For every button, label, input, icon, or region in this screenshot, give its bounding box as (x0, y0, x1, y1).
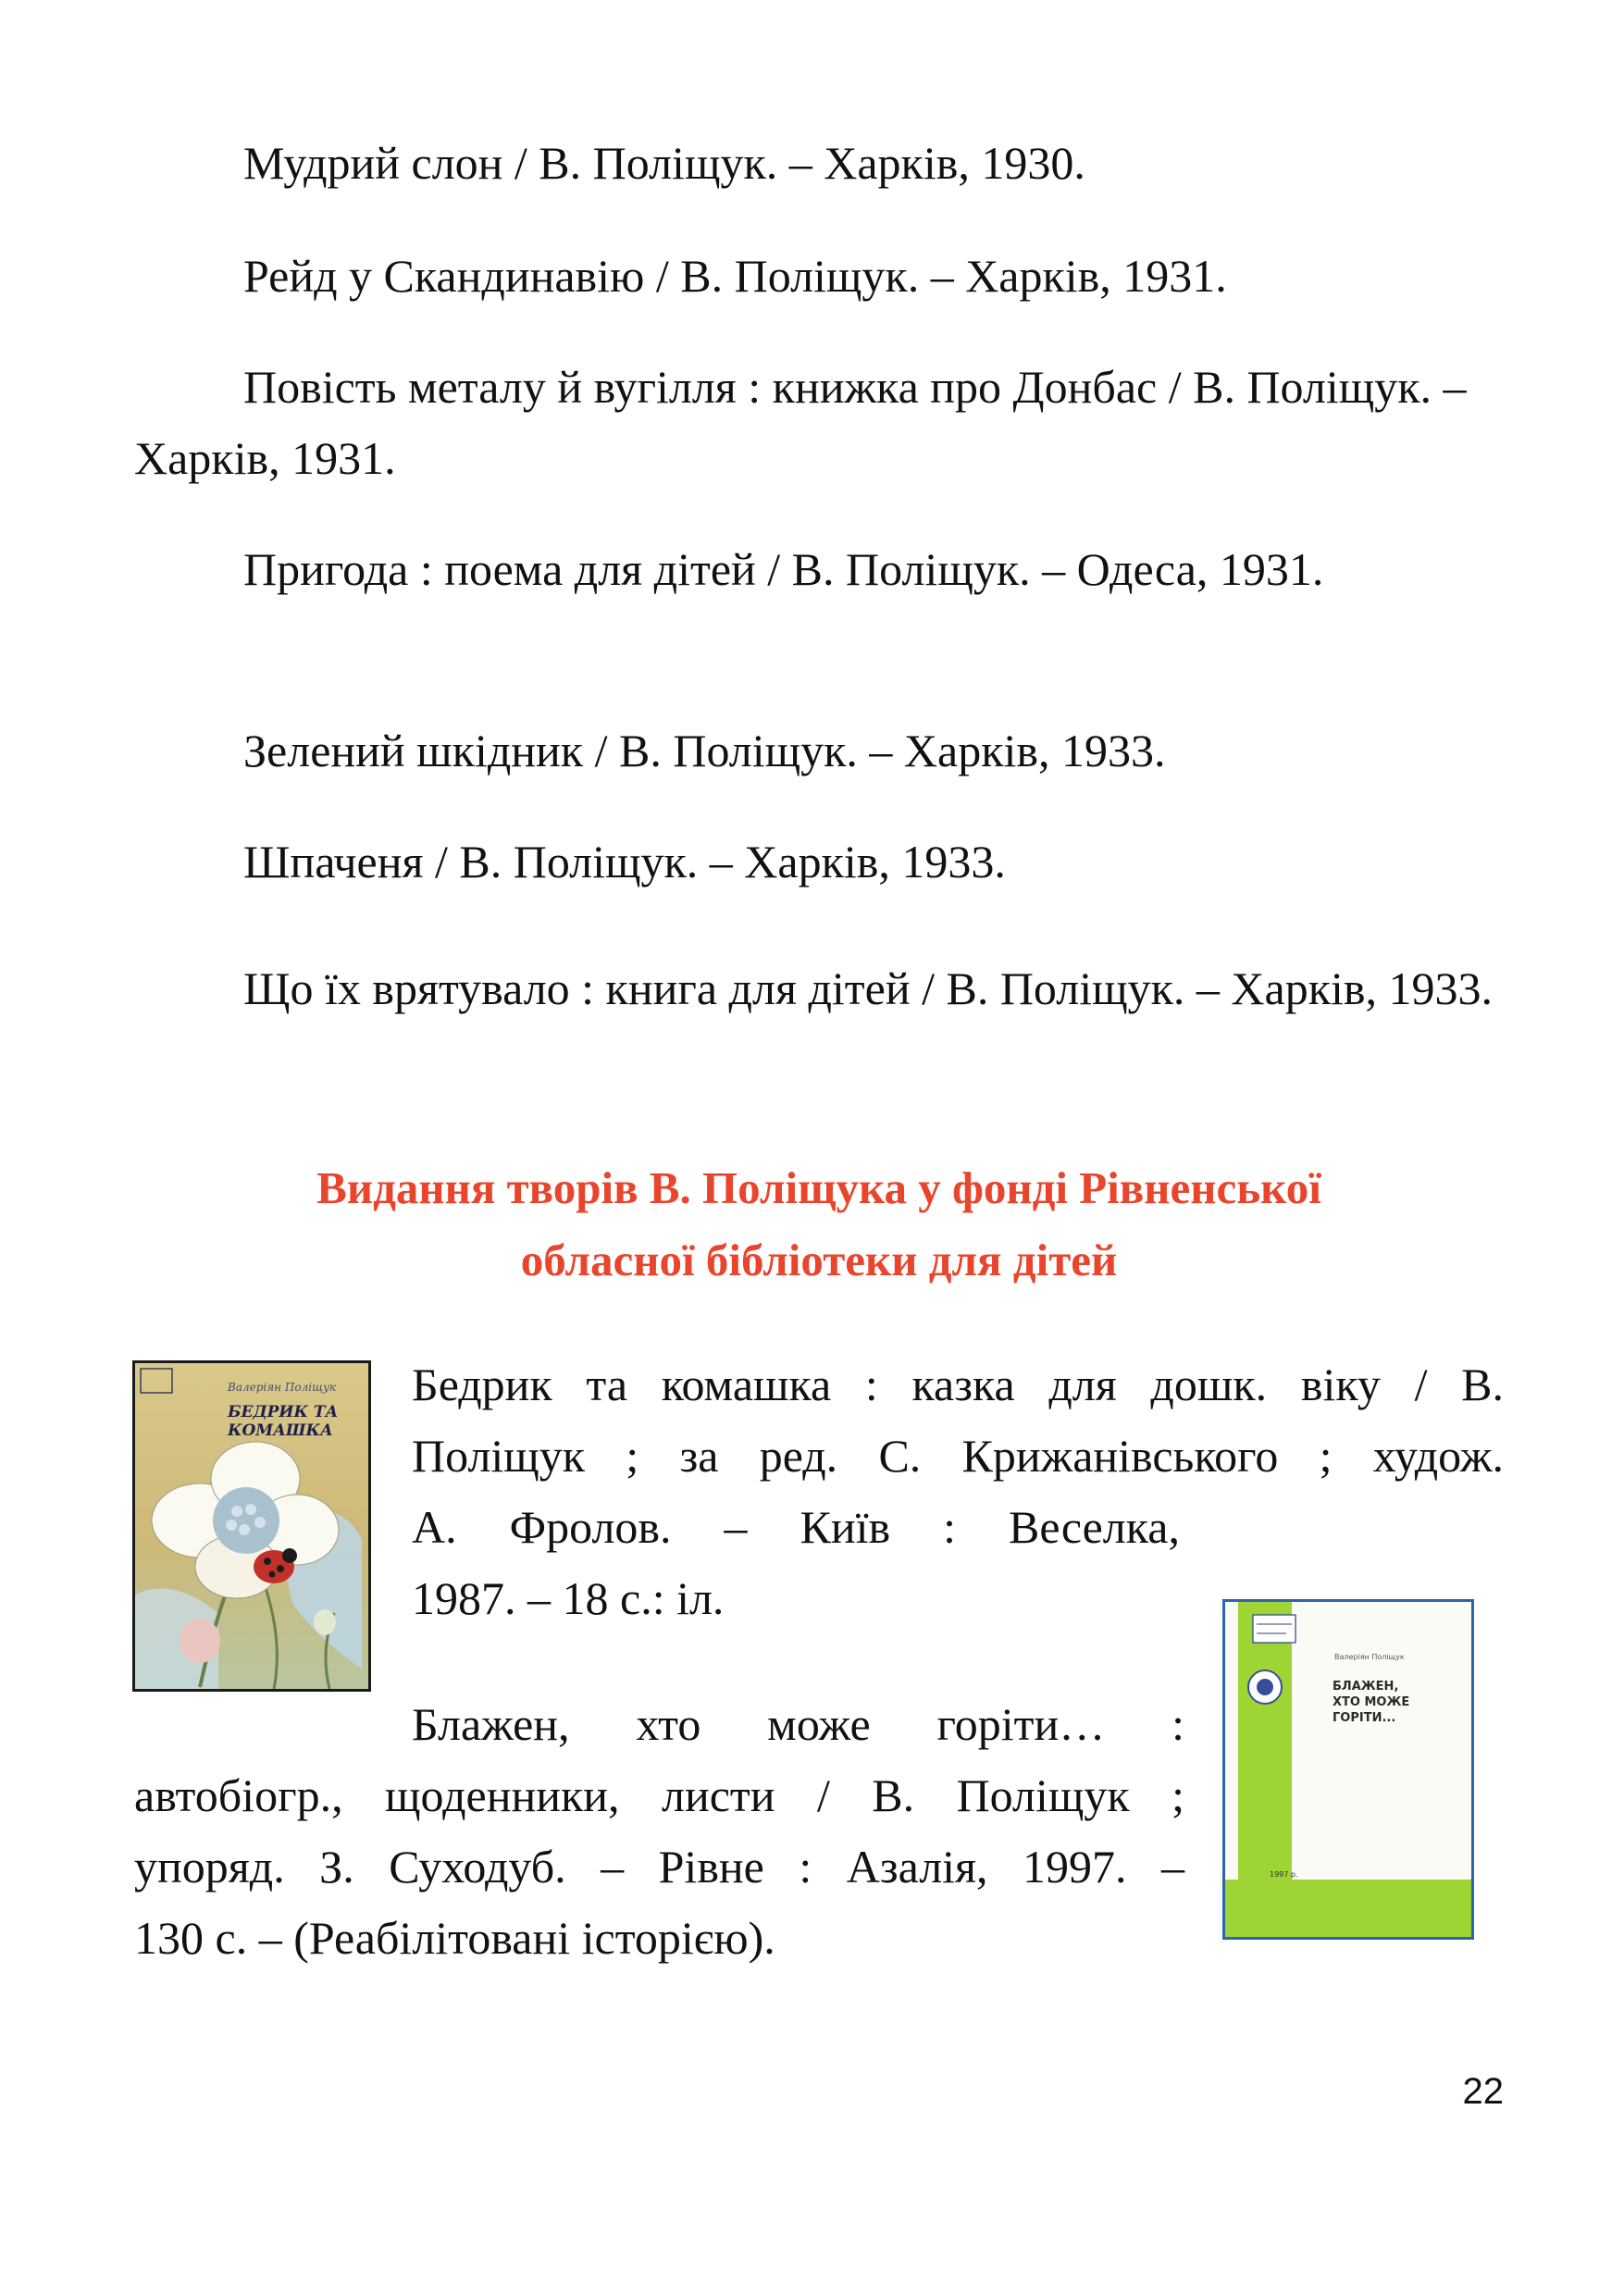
cover1-author: Валерiян Полiщук (228, 1381, 337, 1394)
book2-line1: Блажен, хто може горіти… : (412, 1698, 1184, 1750)
cover2-title-line1: БЛАЖЕН, (1333, 1680, 1399, 1694)
book-entry-blazhen (134, 1689, 1184, 1974)
cover1-title-line1: БЕДРИК ТА (228, 1403, 339, 1421)
book1-line3: А. Фролов. – Київ : Веселка, (412, 1501, 1180, 1553)
book2-line2: автобіогр., щоденники, листи / В. Поліщук ; (134, 1769, 1184, 1821)
bib-entry-4: Пригода : поема для дітей / В. Поліщук. – Одеса, 1931. (243, 543, 1324, 595)
section-heading-line1: Видання творів В. Поліщука у фонді Рівненської (316, 1162, 1321, 1213)
bib-entry-1: Мудрий слон / В. Поліщук. – Харків, 1930. (243, 137, 1085, 189)
book-cover-blazhen-illustration (1225, 1602, 1471, 1937)
book1-line1: Бедрик та комашка : казка для дошк. віку / В. (412, 1359, 1504, 1410)
book-cover-bedryk-illustration (135, 1363, 368, 1689)
cover2-author: Валерiян Полiщук (1334, 1653, 1405, 1661)
cover1-title-line2: КОМАШКА (228, 1421, 333, 1440)
cover2-title-line2: ХТО МОЖЕ (1333, 1695, 1410, 1709)
bib-entry-7: Що їх врятувало : книга для дітей / В. Поліщук. – Харків, 1933. (243, 962, 1493, 1014)
bib-entry-2: Рейд у Скандинавію / В. Поліщук. – Харків, 1931. (243, 250, 1227, 302)
section-heading (134, 1152, 1504, 1297)
book-entry-bedryk (412, 1349, 1504, 1634)
bib-entry-5: Зелений шкідник / В. Поліщук. – Харків, 1933. (243, 725, 1166, 776)
cover2-year: 1997 р. (1270, 1870, 1298, 1879)
cover2-title-line3: ГОРІТИ... (1333, 1711, 1396, 1725)
bib-entry-3: Повість металу й вугілля : книжка про Донбас / В. Поліщук. – Харків, 1931. (134, 361, 1467, 484)
book-cover-blazhen (1222, 1599, 1474, 1940)
book2-line4: 130 с. – (Реабілітовані історією). (134, 1912, 775, 1964)
book-cover-bedryk (132, 1360, 371, 1692)
book1-line2: Поліщук ; за ред. С. Крижанівського ; худож. (412, 1430, 1504, 1482)
bib-entry-6: Шпаченя / В. Поліщук. – Харків, 1933. (243, 836, 1006, 887)
book1-line4: 1987. – 18 с.: іл. (412, 1572, 725, 1624)
book2-line3: упоряд. З. Суходуб. – Рівне : Азалія, 1997. – (134, 1841, 1184, 1893)
section-heading-line2: обласної бібліотеки для дітей (520, 1235, 1118, 1285)
page-number: 22 (1462, 2071, 1504, 2112)
